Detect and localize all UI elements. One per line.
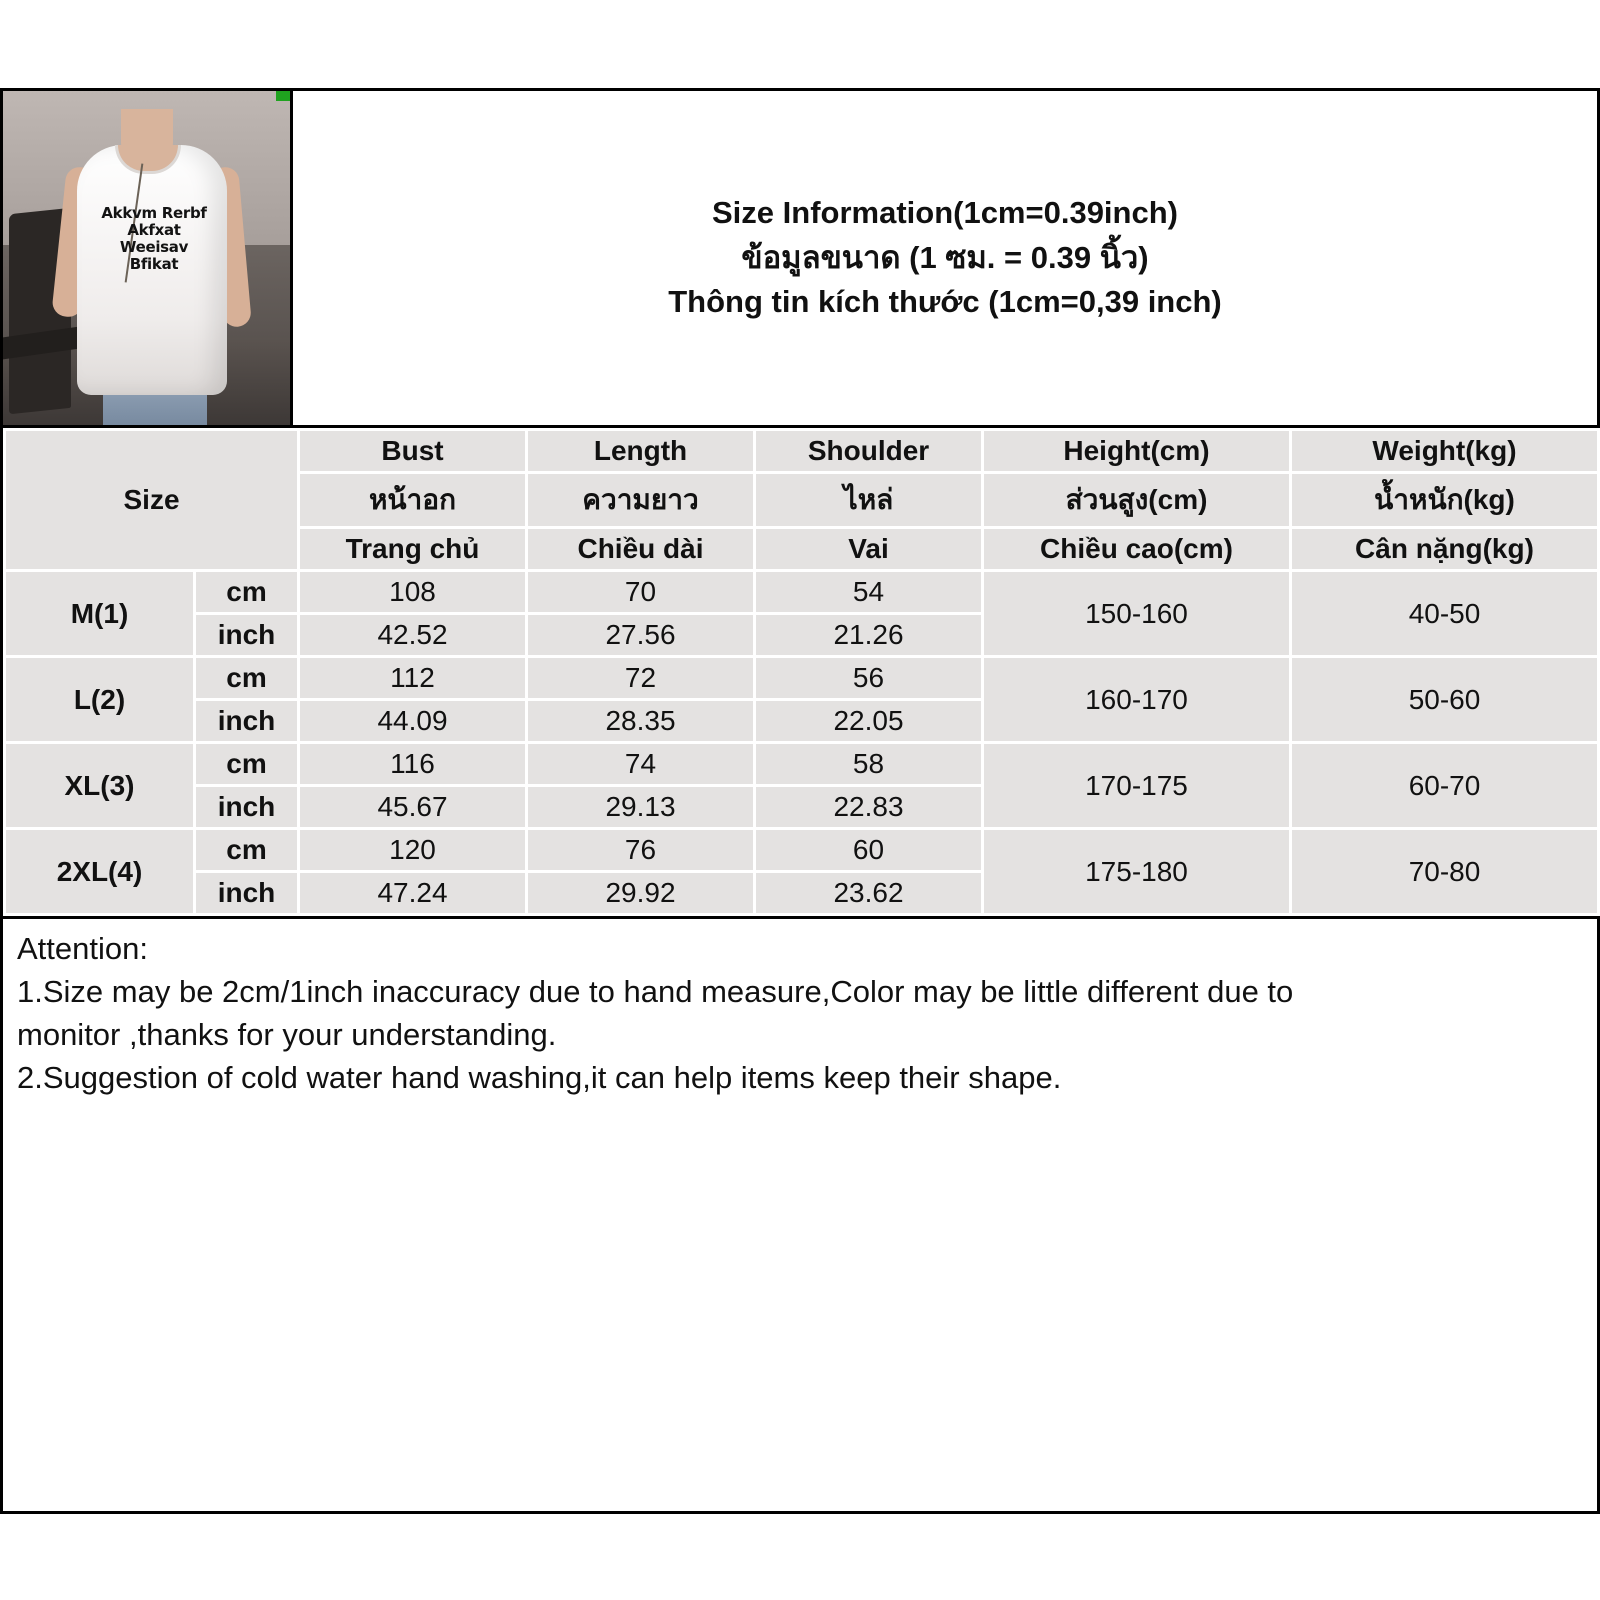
cell-length-cm: 70	[527, 571, 755, 614]
row-size-xl: XL(3)	[5, 743, 195, 829]
cell-length-cm: 76	[527, 829, 755, 872]
cell-height: 175-180	[983, 829, 1291, 915]
cell-shoulder-cm: 56	[755, 657, 983, 700]
row-unit-inch: inch	[195, 872, 299, 915]
cell-length-cm: 72	[527, 657, 755, 700]
cell-weight: 70-80	[1291, 829, 1599, 915]
cell-weight: 40-50	[1291, 571, 1599, 657]
row-unit-cm: cm	[195, 657, 299, 700]
header-height-vi: Chiều cao(cm)	[983, 528, 1291, 571]
row-unit-cm: cm	[195, 743, 299, 786]
header-shoulder-th: ไหล่	[755, 473, 983, 528]
shirt-print-text: Akkvm Rerbf Akfxat Weeisav Bfikat	[101, 204, 207, 273]
cell-length-inch: 27.56	[527, 614, 755, 657]
table-row	[5, 657, 1599, 700]
row-size-l: L(2)	[5, 657, 195, 743]
row-unit-inch: inch	[195, 700, 299, 743]
header-weight-th: น้ำหนัก(kg)	[1291, 473, 1599, 528]
cell-height: 150-160	[983, 571, 1291, 657]
row-unit-cm: cm	[195, 571, 299, 614]
row-unit-inch: inch	[195, 614, 299, 657]
header-bust-vi: Trang chủ	[299, 528, 527, 571]
cell-height: 160-170	[983, 657, 1291, 743]
cell-bust-inch: 47.24	[299, 872, 527, 915]
header-shoulder-vi: Vai	[755, 528, 983, 571]
cell-bust-inch: 44.09	[299, 700, 527, 743]
cell-weight: 60-70	[1291, 743, 1599, 829]
table-row	[5, 829, 1599, 872]
cell-shoulder-cm: 54	[755, 571, 983, 614]
cell-length-cm: 74	[527, 743, 755, 786]
cell-bust-cm: 116	[299, 743, 527, 786]
cell-shoulder-cm: 60	[755, 829, 983, 872]
row-unit-cm: cm	[195, 829, 299, 872]
title-line-en: Size Information(1cm=0.39inch)	[712, 194, 1178, 230]
row-unit-inch: inch	[195, 786, 299, 829]
product-photo-cell	[3, 91, 293, 425]
header-shoulder-en: Shoulder	[755, 430, 983, 473]
header-weight-vi: Cân nặng(kg)	[1291, 528, 1599, 571]
cell-shoulder-inch: 22.05	[755, 700, 983, 743]
header-height-en: Height(cm)	[983, 430, 1291, 473]
table-row	[5, 571, 1599, 614]
cell-bust-inch: 42.52	[299, 614, 527, 657]
header-section	[3, 91, 1597, 428]
cell-length-inch: 28.35	[527, 700, 755, 743]
row-size-2xl: 2XL(4)	[5, 829, 195, 915]
attention-line-1: 1.Size may be 2cm/1inch inaccuracy due to hand measure,Color may be little different due to	[17, 973, 1294, 1009]
title-line-vi: Thông tin kích thước (1cm=0,39 inch)	[668, 284, 1222, 320]
header-size-label: Size	[5, 430, 299, 571]
size-table-wrapper	[3, 428, 1597, 919]
cell-length-inch: 29.92	[527, 872, 755, 915]
row-size-m: M(1)	[5, 571, 195, 657]
header-height-th: ส่วนสูง(cm)	[983, 473, 1291, 528]
attention-heading: Attention:	[17, 931, 148, 966]
cell-bust-cm: 112	[299, 657, 527, 700]
cell-bust-cm: 120	[299, 829, 527, 872]
cell-shoulder-cm: 58	[755, 743, 983, 786]
header-length-en: Length	[527, 430, 755, 473]
size-table	[3, 428, 1600, 916]
header-length-vi: Chiều dài	[527, 528, 755, 571]
header-weight-en: Weight(kg)	[1291, 430, 1599, 473]
header-bust-en: Bust	[299, 430, 527, 473]
photo-corner-marker	[276, 91, 290, 101]
cell-bust-inch: 45.67	[299, 786, 527, 829]
product-photo	[3, 91, 290, 425]
header-length-th: ความยาว	[527, 473, 755, 528]
header-bust-th: หน้าอก	[299, 473, 527, 528]
cell-length-inch: 29.13	[527, 786, 755, 829]
table-row	[5, 743, 1599, 786]
attention-line-3: 2.Suggestion of cold water hand washing,it can help items keep their shape.	[17, 1059, 1062, 1095]
cell-shoulder-inch: 22.83	[755, 786, 983, 829]
photo-model	[55, 109, 245, 425]
cell-height: 170-175	[983, 743, 1291, 829]
title-line-th: ข้อมูลขนาด (1 ซม. = 0.39 นิ้ว)	[741, 239, 1149, 275]
title-cell	[293, 91, 1597, 425]
cell-shoulder-inch: 23.62	[755, 872, 983, 915]
cell-bust-cm: 108	[299, 571, 527, 614]
size-chart-frame	[0, 88, 1600, 1514]
cell-weight: 50-60	[1291, 657, 1599, 743]
attention-line-2: monitor ,thanks for your understanding.	[17, 1016, 557, 1052]
table-header-row-en	[5, 430, 1599, 473]
attention-section	[3, 919, 1597, 1099]
cell-shoulder-inch: 21.26	[755, 614, 983, 657]
